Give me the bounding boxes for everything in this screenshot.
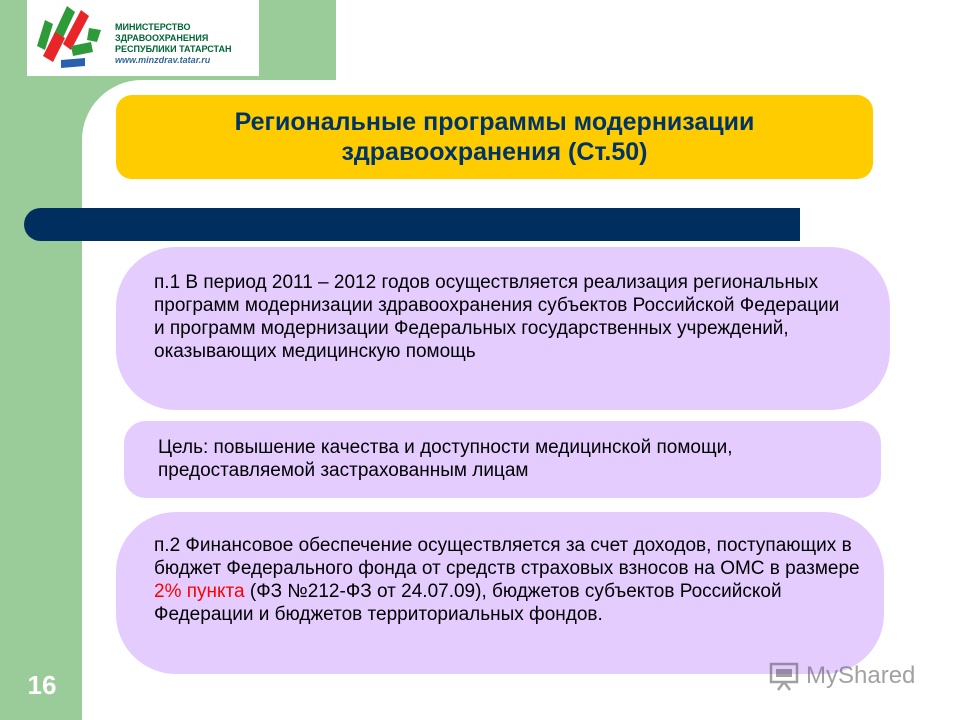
divider-bar xyxy=(24,208,800,241)
watermark-text: MyShared xyxy=(806,662,916,689)
card-point-2-highlight: 2% пункта xyxy=(154,581,245,602)
ministry-logo xyxy=(27,0,259,76)
logo-url: www.minzdrav.tatar.ru xyxy=(115,55,211,65)
page-number: 16 xyxy=(27,670,57,700)
card-point-2-text-before: п.2 Финансовое обеспечение осуществляется за счет доходов, поступающих в бюджет Федерального фонда от средств страховых взносов на ОМС в размере xyxy=(154,535,860,579)
card-goal-text: Цель: повышение качества и доступности медицинской помощи, предоставляемой застрахованным лицам xyxy=(158,437,733,481)
watermark xyxy=(768,656,928,696)
title-banner xyxy=(116,95,873,179)
logo-line-1: МИНИСТЕРСТВО ЗДРАВООХРАНЕНИЯ xyxy=(115,22,209,43)
slide-title: Региональные программы модернизации здравоохранения (Ст.50) xyxy=(234,108,755,166)
left-green-strip xyxy=(0,0,82,720)
presentation-icon xyxy=(768,661,802,691)
card-point-2 xyxy=(116,512,884,674)
card-point-1 xyxy=(116,247,890,410)
ministry-emblem-icon xyxy=(31,2,109,74)
logo-line-2: РЕСПУБЛИКИ ТАТАРСТАН xyxy=(115,44,232,54)
card-point-2-text xyxy=(154,534,869,626)
card-goal xyxy=(124,421,881,498)
card-point-1-text: п.1 В период 2011 – 2012 годов осуществляется реализация региональных программ модернизации здравоохранения субъектов Российской Федерации и программ модернизации Федеральных государственных учреждений, оказывающих медицинскую помощь xyxy=(154,272,840,362)
card-point-2-text-after: (ФЗ №212-ФЗ от 24.07.09), бюджетов субъектов Российской Федерации и бюджетов территориальных фондов. xyxy=(154,581,782,625)
